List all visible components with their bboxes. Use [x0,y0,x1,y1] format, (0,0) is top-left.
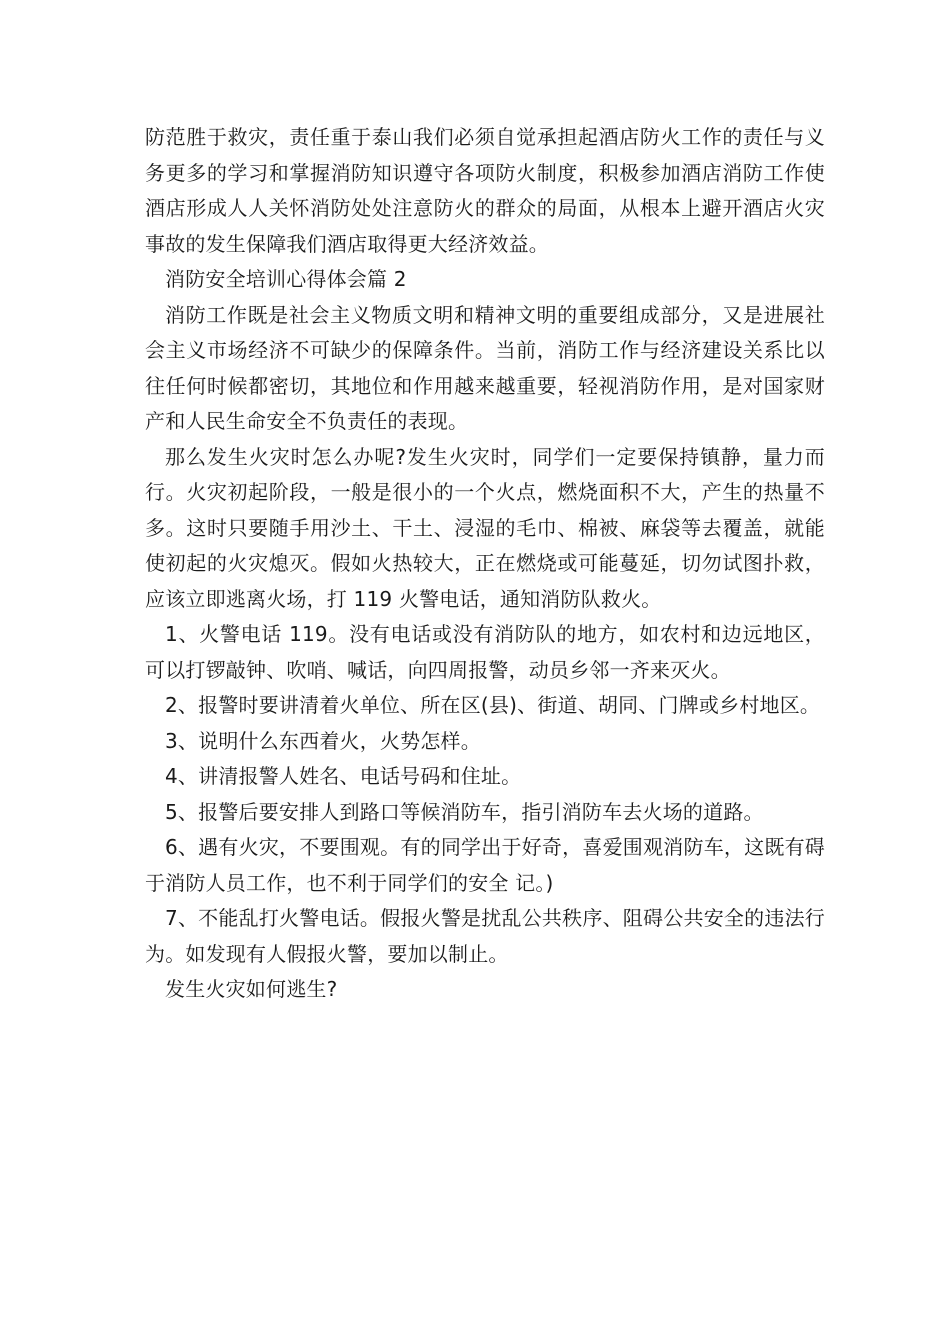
paragraph-fire-work-importance: 消防工作既是社会主义物质文明和精神文明的重要组成部分，又是进展社会主义市场经济不可缺少的保障条件。当前，消防工作与经济建设关系比以往任何时候都密切，其地位和作用越来越重要，轻视消防作用，是对国家财产和人民生命安全不负责任的表现。 [145,302,825,433]
list-item-2: 2、报警时要讲清着火单位、所在区(县)、街道、胡同、门牌或乡村地区。 [165,693,821,717]
document-body [145,120,825,1008]
paragraph-what-to-do-in-fire: 那么发生火灾时怎么办呢?发生火灾时，同学们一定要保持镇静，量力而行。火灾初起阶段，一般是很小的一个火点，燃烧面积不大，产生的热量不多。这时只要随手用沙土、干土、浸湿的毛巾、棉被、麻袋等去覆盖，就能使初起的火灾熄灭。假如火热较大，正在燃烧或可能蔓延，切勿试图扑救，应该立即逃离火场，打 119 火警电话，通知消防队救火。 [145,444,825,611]
list-item-7: 7、不能乱打火警电话。假报火警是扰乱公共秩序、阻碍公共安全的违法行为。如发现有人假报火警，要加以制止。 [145,906,825,966]
section-heading-escape: 发生火灾如何逃生? [165,977,338,1001]
paragraph-fire-prevention-duty: 防范胜于救灾，责任重于泰山我们必须自觉承担起酒店防火工作的责任与义务更多的学习和掌握消防知识遵守各项防火制度，积极参加酒店消防工作使酒店形成人人关怀消防处处注意防火的群众的局面，从根本上避开酒店火灾事故的发生保障我们酒店取得更大经济效益。 [145,125,825,256]
section-heading: 消防安全培训心得体会篇 2 [165,267,407,291]
list-item-6: 6、遇有火灾，不要围观。有的同学出于好奇，喜爱围观消防车，这既有碍于消防人员工作，也不利于同学们的安全 记。) [145,835,825,895]
list-item-1: 1、火警电话 119。没有电话或没有消防队的地方，如农村和边远地区，可以打锣敲钟、吹哨、喊话，向四周报警，动员乡邻一齐来灭火。 [145,622,825,682]
list-item-3: 3、说明什么东西着火，火势怎样。 [165,728,481,753]
list-item-4: 4、讲清报警人姓名、电话号码和住址。 [165,764,522,788]
list-item-5: 5、报警后要安排人到路口等候消防车，指引消防车去火场的道路。 [165,799,764,824]
